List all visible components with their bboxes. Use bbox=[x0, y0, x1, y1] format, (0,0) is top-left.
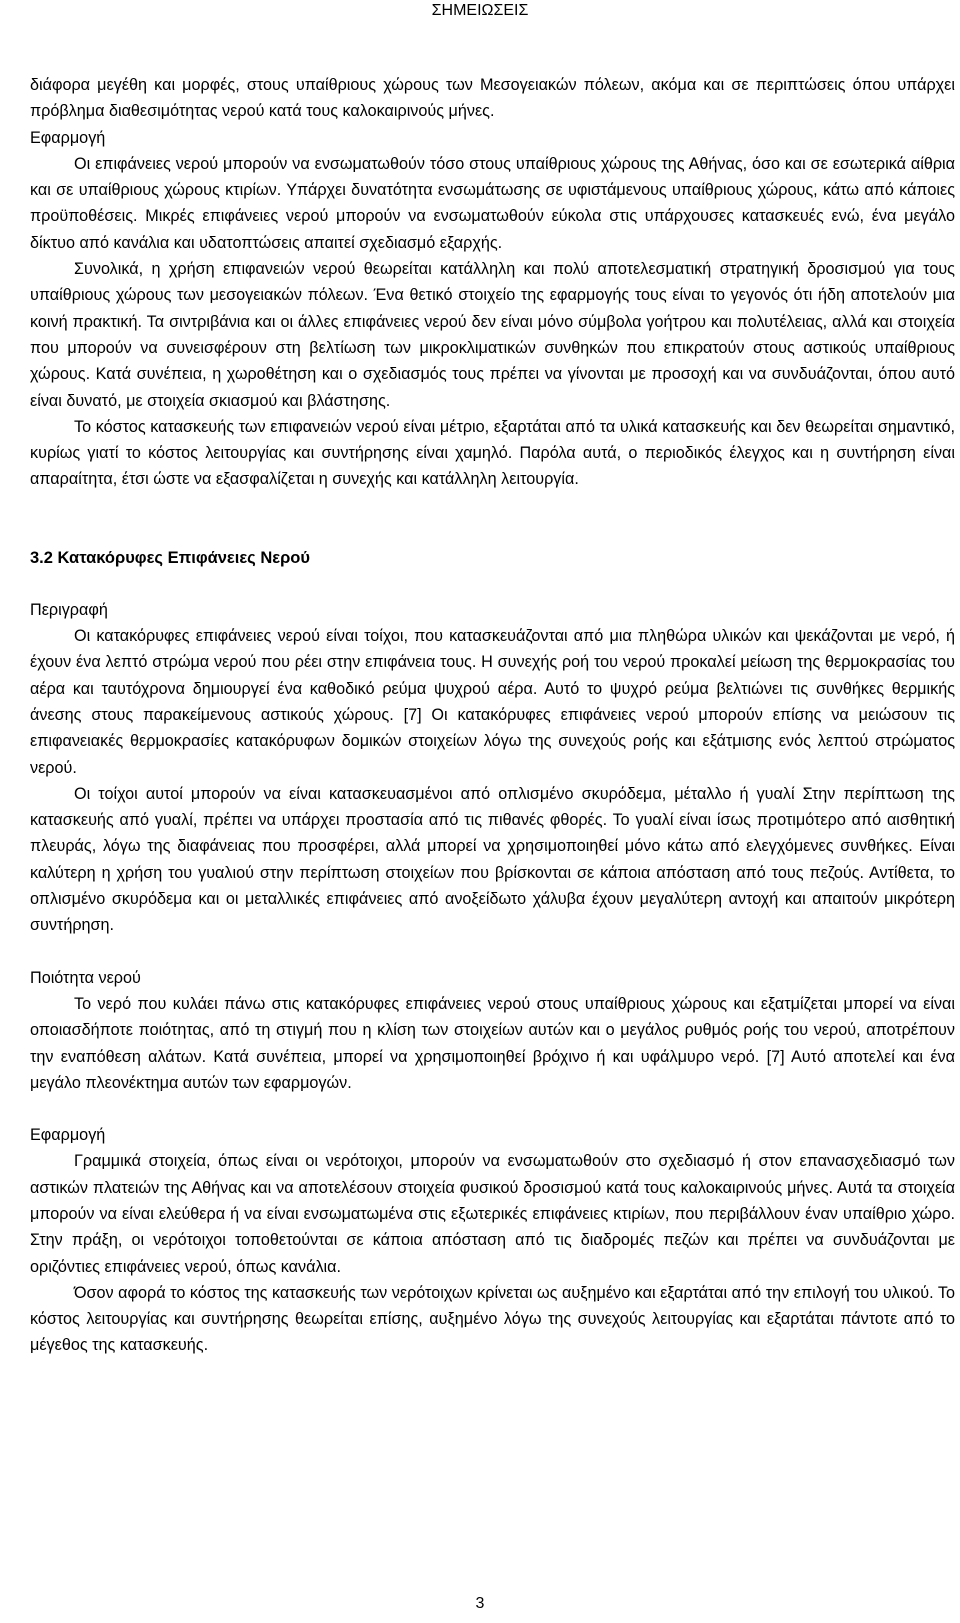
document-body bbox=[30, 72, 955, 1359]
subheading-water-quality: Ποιότητα νερού bbox=[30, 968, 141, 987]
section-heading: 3.2 Κατακόρυφες Επιφάνειες Νερού bbox=[30, 548, 310, 567]
paragraph: Όσον αφορά το κόστος της κατασκευής των νερότοιχων κρίνεται ως αυξημένο και εξαρτάται από την επιλογή του υλικού. Το κόστος λειτουργίας και συντήρησης θεωρείται επίσης, αυξημένο λόγω της συνεχούς λειτουργίας και εξαρτάται πάντοτε από το μέγεθος της κατασκευής. bbox=[30, 1283, 955, 1355]
running-header: ΣΗΜΕΙΩΣΕΙΣ bbox=[431, 2, 529, 19]
paragraph: Οι τοίχοι αυτοί μπορούν να είναι κατασκευασμένοι από οπλισμένο σκυρόδεμα, μέταλλο ή γυαλί Στην περίπτωση της κατασκευής από γυαλί, πρέπει να υπάρχει προστασία από τις πιθανές φθορές. Το γυαλί είναι ίσως προτιμότερο από αισθητική πλευράς, λόγω της διαφάνειας που προσφέρει, αλλά μπορεί να χρησιμοποιηθεί μόνο κάτω από ελεγχόμενες συνθήκες. Είναι καλύτερη η χρήση του γυαλιού στην περίπτωση στοιχείων που βρίσκονται σε κάποια απόσταση από τους πεζούς. Αντίθετα, το οπλισμένο σκυρόδεμα και οι μεταλλικές επιφάνειες από ανοξείδωτο χάλυβα έχουν μεγαλύτερη αντοχή και απαιτούν μικρότερη συντήρηση. bbox=[30, 784, 955, 935]
subheading-application: Εφαρμογή bbox=[30, 1126, 106, 1145]
paragraph: Οι κατακόρυφες επιφάνειες νερού είναι τοίχοι, που κατασκευάζονται από μια πληθώρα υλικών και ψεκάζονται με νερό, ή έχουν ένα λεπτό στρώμα νερού που ρέει στην επιφάνεια τους. Η συνεχής ροή του νερού προκαλεί μείωση της θερμοκρασίας του αέρα και ταυτόχρονα δημιουργεί ένα καθοδικό ρεύμα ψυχρού αέρα. Αυτό το ψυχρό ρεύμα βελτιώνει τις συνθήκες θερμικής άνεσης στους παρακείμενους αστικούς χώρους. [7] Οι κατακόρυφες επιφάνειες νερού μπορούν επίσης να μειώσουν τις επιφανειακές θερμοκρασίες κατακόρυφων δομικών στοιχείων λόγω της συνεχούς ροής και εξάτμισης ενός λεπτού στρώματος νερού. bbox=[30, 627, 955, 777]
page-number: 3 bbox=[475, 1595, 485, 1612]
paragraph: Γραμμικά στοιχεία, όπως είναι οι νερότοιχοι, μπορούν να ενσωματωθούν στο σχεδιασμό ή στον επανασχεδιασμό των αστικών πλατειών της Αθήνας και να αποτελέσουν στοιχεία φυσικού δροσισμού κατά τους καλοκαιρινούς μήνες. Αυτά τα στοιχεία μπορούν να είναι ελεύθερα ή να είναι ενσωματωμένα στις εξωτερικές επιφάνειες κτιρίων, που περιβάλλουν έναν υπαίθριο χώρο. Στην πράξη, οι νερότοιχοι τοποθετούνται σε κάποια απόσταση από τις διαδρομές πεζών και πρέπει να συνδυάζονται με οριζόντιες επιφάνειες νερού, όπως κανάλια. bbox=[30, 1152, 955, 1276]
subheading-description: Περιγραφή bbox=[30, 600, 108, 619]
paragraph: διάφορα μεγέθη και μορφές, στους υπαίθριους χώρους των Μεσογειακών πόλεων, ακόμα και σε περιπτώσεις όπου υπάρχει πρόβλημα διαθεσιμότητας νερού κατά τους καλοκαιρινούς μήνες. bbox=[30, 76, 955, 121]
paragraph: Το νερό που κυλάει πάνω στις κατακόρυφες επιφάνειες νερού στους υπαίθριους χώρους και εξατμίζεται μπορεί να είναι οποιασδήποτε ποιότητας, από τη στιγμή που η κλίση των στοιχείων αυτών και ο μεγάλος ρυθμός ροής του νερού, αποτρέπουν την εναπόθεση αλάτων. Κατά συνέπεια, μπορεί να χρησιμοποιηθεί βρόχινο ή και υφάλμυρο νερό. [7] Αυτό αποτελεί και ένα μεγάλο πλεονέκτημα αυτών των εφαρμογών. bbox=[30, 994, 955, 1092]
subheading-application: Εφαρμογή bbox=[30, 128, 106, 147]
paragraph: Το κόστος κατασκευής των επιφανειών νερού είναι μέτριο, εξαρτάται από τα υλικά κατασκευής και δεν θεωρείται σημαντικό, κυρίως γιατί το κόστος λειτουργίας και συντήρησης είναι χαμηλό. Παρόλα αυτά, ο περιοδικός έλεγχος και η συντήρηση είναι απαραίτητα, έτσι ώστε να εξασφαλίζεται η συνεχής και κατάλληλη λειτουργία. bbox=[30, 417, 955, 489]
paragraph: Συνολικά, η χρήση επιφανειών νερού θεωρείται κατάλληλη και πολύ αποτελεσματική στρατηγική δροσισμού για τους υπαίθριους χώρους των μεσογειακών πόλεων. Ένα θετικό στοιχείο της εφαρμογής τους είναι το γεγονός ότι ήδη αποτελούν μια κοινή πρακτική. Τα σιντριβάνια και οι άλλες επιφάνειες νερού δεν είναι μόνο σύμβολα γοήτρου και πολυτέλειας, αλλά και στοιχεία που μπορούν να συνεισφέρουν στη βελτίωση των μικροκλιματικών συνθηκών που επικρατούν στους αστικούς υπαίθριους χώρους. Κατά συνέπεια, η χωροθέτηση και ο σχεδιασμός τους πρέπει να γίνονται με προσοχή και να συνδυάζονται, όπου αυτό είναι δυνατό, με στοιχεία σκιασμού και βλάστησης. bbox=[30, 260, 955, 410]
paragraph: Οι επιφάνειες νερού μπορούν να ενσωματωθούν τόσο στους υπαίθριους χώρους της Αθήνας, όσο και σε εσωτερικά αίθρια και σε υπαίθριους χώρους κτιρίων. Υπάρχει δυνατότητα ενσωμάτωσης σε υφιστάμενους υπαίθριους χώρους, κάτω από κάποιες προϋποθέσεις. Μικρές επιφάνειες νερού μπορούν να ενσωματωθούν εύκολα στις υπάρχουσες κατασκευές ενώ, ένα μεγάλο δίκτυο από κανάλια και υδατοπτώσεις απαιτεί σχεδιασμό εξαρχής. bbox=[30, 154, 955, 252]
